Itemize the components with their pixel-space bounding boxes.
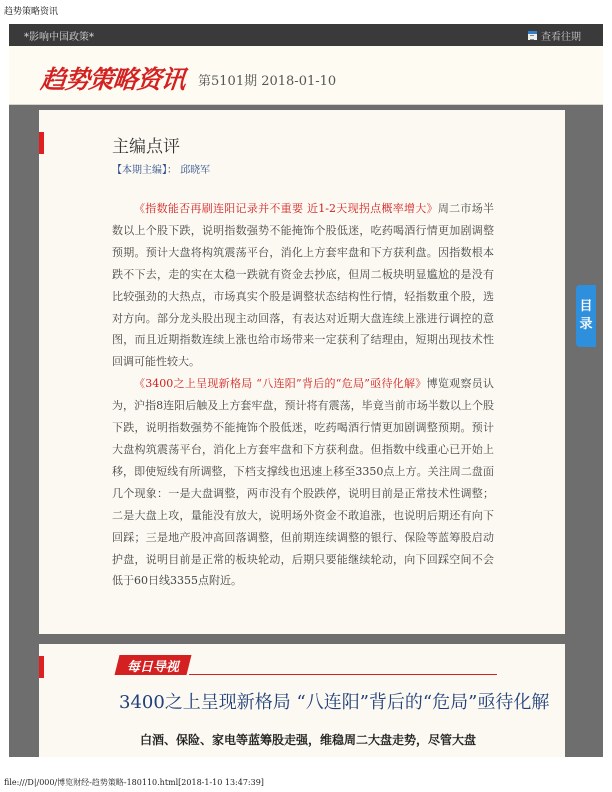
daily-guide-badge-label: 每日导视 (126, 659, 179, 675)
page-frame (9, 24, 603, 757)
daily-guide-card (39, 644, 565, 757)
editor-line (112, 161, 210, 176)
print-footer: file:///D|/000/博览财经-趋势策略-180110.html[2018-1-10 13:47:39] (4, 778, 264, 787)
top-bar (9, 24, 603, 46)
masthead (9, 46, 603, 105)
calendar-icon (528, 31, 537, 40)
paragraph-2 (112, 373, 494, 592)
divider (189, 674, 497, 675)
article-link-2[interactable]: 《3400之上呈现新格局 “八连阳”背后的“危局”亟待化解》 (134, 377, 427, 391)
daily-headline[interactable]: 3400之上呈现新格局 “八连阳”背后的“危局”亟待化解 (119, 692, 550, 713)
editor-name[interactable]: 邱晓军 (180, 165, 211, 176)
logo[interactable]: 趋势策略资讯 (39, 65, 187, 94)
article-link-1[interactable]: 《指数能否再刷连阳记录并不重要 近1-2天现拐点概率增大》 (134, 202, 438, 215)
editorial-card (39, 110, 565, 634)
archive-label: 查看往期 (541, 32, 581, 43)
daily-guide-badge (115, 655, 192, 675)
section-title: 主编点评 (112, 137, 180, 157)
print-header: 趋势策略资讯 (4, 7, 59, 17)
section-marker (39, 132, 44, 154)
archive-link[interactable] (528, 28, 581, 43)
editor-label: 【本期主编】 (112, 165, 167, 176)
article-body (112, 198, 494, 592)
paragraph-1 (112, 198, 494, 373)
daily-subhead: 白酒、保险、家电等蓝筹股走强，维稳周二大盘走势，尽管大盘 (140, 733, 477, 747)
tagline: *影响中国政策* (24, 32, 94, 43)
section-marker (39, 656, 44, 678)
editor-separator: ： (167, 165, 177, 176)
issue-number: 第5101期 2018-01-10 (198, 74, 337, 89)
paragraph-1-text: 周二市场半数以上个股下跌，说明指数强势不能掩饰个股低迷，吃药喝酒行情更加剧调整预期。预计大盘将构筑震荡平台，消化上方套牢盘和下方获利盘。因指数根本跌不下去，走的实在太稳一跌就有资金去抄底，但周二板块明显尴尬的是没有比较强劲的大热点，市场真实个股是调整状态结构性行情，轻指数重个股，选对方向。部分龙头股出现主动回落，有表达对近期大盘连续上涨进行调控的意图，而且近期指数连续上涨也给市场带来一定获利了结理由，短期出现技术性回调可能性较大。 (112, 202, 494, 369)
toc-label-bottom: 录 (579, 317, 593, 332)
table-of-contents-button[interactable] (576, 285, 596, 347)
paragraph-2-text: 博览观察员认为，沪指8连阳后触及上方套牢盘，预计将有震荡，毕竟当前市场半数以上个股下跌，说明指数强势不能掩饰个股低迷，吃药喝酒行情更加剧调整预期。预计大盘构筑震荡平台，消化上方套牢盘和下方获利盘。但指数中线重心已开始上移，即使短线有所调整，下档支撑线也迅速上移至3350点上方。关注周二盘面几个现象：一是大盘调整，两市没有个股跌停，说明目前是正常技术性调整；二是大盘上攻，量能没有放大，说明场外资金不敢追涨，也说明后期还有向下回踩；三是地产股冲高回落调整，但前期连续调整的银行、保险等蓝筹股启动护盘，说明目前是正常的板块轮动，后期只要能继续轮动，向下回踩空间不会低于60日线3355点附近。 (112, 377, 495, 588)
toc-label-top: 目 (579, 299, 593, 314)
